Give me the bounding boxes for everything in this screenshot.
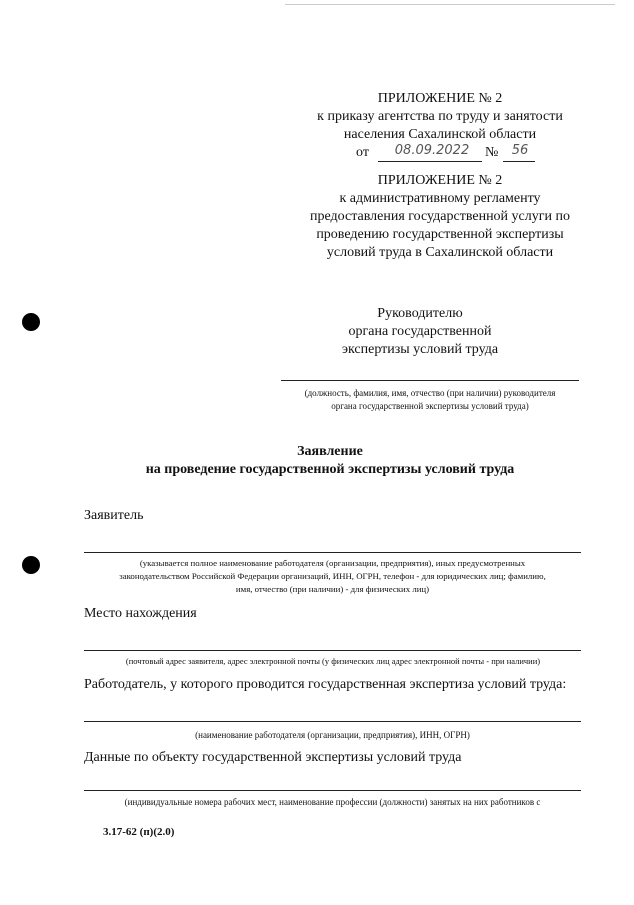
- appendix-1-line-3: населения Сахалинской области: [343, 127, 537, 142]
- applicant-caption-line-2: законодательством Российской Федерации организаций, ИНН, ОГРН, телефон - для юридических лиц; фамилию,: [119, 571, 546, 581]
- title-line-1: Заявление: [297, 444, 363, 459]
- object-label: Данные по объекту государственной экспертизы условий труда: [84, 750, 462, 765]
- number-underline: [503, 161, 535, 162]
- appendix-1-title: ПРИЛОЖЕНИЕ № 2: [377, 91, 503, 106]
- location-underline[interactable]: [84, 650, 581, 651]
- applicant-caption: [80, 557, 585, 596]
- addressee-caption-line-1: (должность, фамилия, имя, отчество (при наличии) руководителя: [304, 388, 556, 398]
- appendix-2-block: [295, 172, 585, 262]
- appendix-2-line-3: предоставления государственной услуги по: [310, 209, 570, 224]
- appendix-2-line-2: к административному регламенту: [339, 191, 541, 206]
- applicant-caption-line-3: имя, отчество (при наличии) - для физических лиц): [235, 584, 430, 594]
- addressee-line-3: экспертизы условий труда: [341, 342, 499, 357]
- date-underline: [378, 161, 482, 162]
- appendix-2-title: ПРИЛОЖЕНИЕ № 2: [377, 173, 503, 188]
- addressee-line-1: Руководителю: [377, 306, 463, 321]
- addressee-caption-line-2: органа государственной экспертизы условий труда): [331, 401, 529, 411]
- document-title: [80, 443, 580, 479]
- applicant-caption-line-1: (указывается полное наименование работодателя (организации, предприятия), иных предусмотренных: [139, 558, 526, 568]
- applicant-underline[interactable]: [84, 552, 581, 553]
- date-prefix: от: [356, 145, 369, 160]
- location-caption: (почтовый адрес заявителя, адрес электронной почты (у физических лиц адрес электронной почты - при наличии): [125, 656, 541, 666]
- appendix-1-block: [300, 90, 580, 164]
- appendix-2-line-5: условий труда в Сахалинской области: [326, 245, 554, 260]
- appendix-1-line-2: к приказу агентства по труду и занятости: [317, 109, 563, 124]
- employer-underline[interactable]: [84, 721, 581, 722]
- date-handwritten: 08.09.2022: [394, 143, 470, 158]
- addressee-block: [320, 305, 520, 359]
- number-handwritten: 56: [511, 143, 529, 158]
- punch-hole-top: [22, 313, 40, 331]
- addressee-caption: [270, 387, 590, 413]
- punch-hole-bottom: [22, 556, 40, 574]
- number-prefix: №: [485, 145, 499, 160]
- addressee-line-2: органа государственной: [348, 324, 492, 339]
- employer-caption: (наименование работодателя (организации, предприятия), ИНН, ОГРН): [195, 730, 470, 740]
- object-caption: (индивидуальные номера рабочих мест, наименование профессии (должности) занятых на них работников с: [124, 797, 541, 807]
- location-label: Место нахождения: [84, 606, 197, 621]
- scan-edge-line: [285, 4, 615, 5]
- form-code: 3.17-62 (п)(2.0): [103, 826, 175, 838]
- object-underline[interactable]: [84, 790, 581, 791]
- appendix-1-date-row: [300, 144, 580, 164]
- employer-label: Работодатель, у которого проводится государственная экспертиза условий труда:: [84, 677, 567, 692]
- title-line-2: на проведение государственной экспертизы условий труда: [145, 462, 515, 477]
- applicant-label: Заявитель: [84, 508, 144, 523]
- addressee-underline: [281, 380, 579, 381]
- appendix-2-line-4: проведению государственной экспертизы: [316, 227, 564, 242]
